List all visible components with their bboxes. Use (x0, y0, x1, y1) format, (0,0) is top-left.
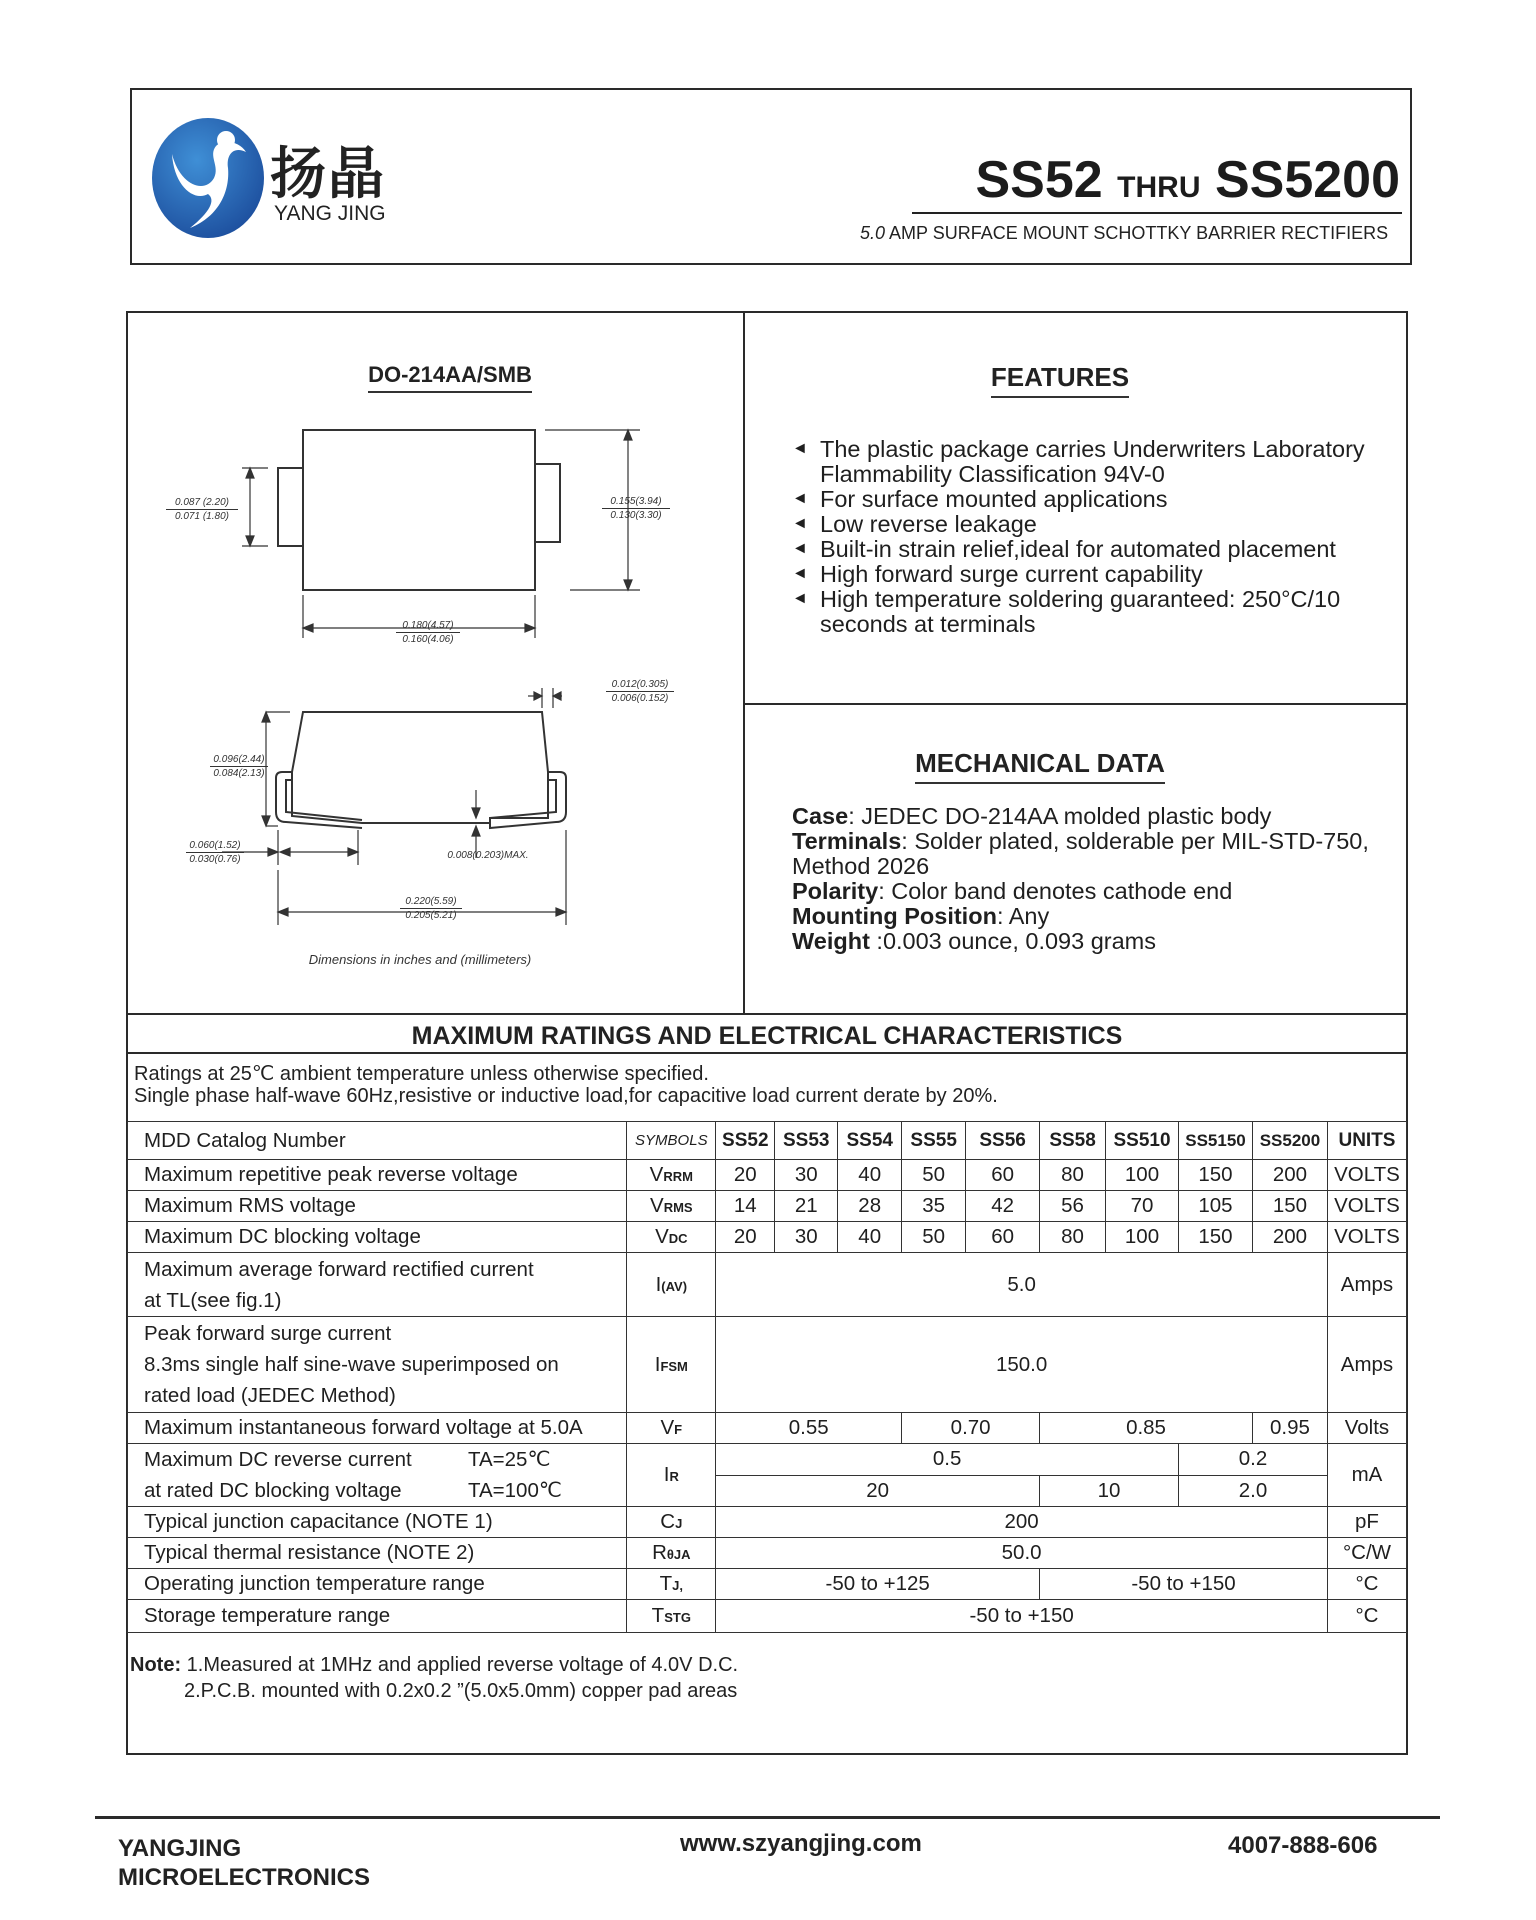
table-header-row (128, 1122, 1407, 1160)
dim-overall-width: 0.220(5.59) 0.205(5.21) (400, 895, 462, 922)
ratings-intro (134, 1063, 998, 1107)
dim-lead-thickness: 0.012(0.305) 0.006(0.152) (606, 678, 674, 705)
note-label: Note: (130, 1654, 182, 1676)
table-row: Maximum RMS voltage VRMS 14 21 28 35 42 56 70 105 150 VOLTS (128, 1191, 1407, 1222)
part-from: SS52 (975, 151, 1103, 209)
mechanical-title: MECHANICAL DATA (880, 748, 1200, 779)
subtitle-text: AMP SURFACE MOUNT SCHOTTKY BARRIER RECTIFIERS (885, 223, 1389, 243)
yangjing-logo-icon (150, 116, 268, 240)
vertical-divider (743, 311, 745, 1015)
part-header: SS52 (716, 1122, 775, 1160)
part-header: SS5200 (1252, 1122, 1327, 1160)
part-header: SS5150 (1179, 1122, 1253, 1160)
symbol-cell: TJ, (627, 1569, 716, 1600)
footer-phone: 4007-888-606 (1228, 1832, 1378, 1859)
symbol-cell: VRMS (627, 1191, 716, 1222)
table-row: Storage temperature range TSTG -50 to +150 °C (128, 1600, 1407, 1633)
dim-body-width: 0.180(4.57) 0.160(4.06) (396, 619, 460, 646)
page-title (920, 150, 1400, 210)
table-row: Maximum DC reverse current TA=25℃ at rated DC blocking voltage TA=100℃ IR 0.5 0.2 mA (128, 1444, 1407, 1476)
table-row: Maximum repetitive peak reverse voltage VRRM 20 30 40 50 60 80 100 150 200 VOLTS (128, 1160, 1407, 1191)
mechanical-data (792, 804, 1402, 954)
footer-website: www.szyangjing.com (680, 1830, 922, 1857)
feature-item: ◄ The plastic package carries Underwriters Laboratory Flammability Classification 94V-0 (792, 437, 1402, 487)
package-top-view (150, 410, 690, 650)
dim-lead-height: 0.087 (2.20) 0.071 (1.80) (166, 496, 238, 523)
symbol-cell: VDC (627, 1222, 716, 1253)
symbol-cell: VRRM (627, 1160, 716, 1191)
catalog-header: MDD Catalog Number (128, 1122, 627, 1160)
ratings-title-line (127, 1052, 1407, 1054)
part-header: SS55 (902, 1122, 966, 1160)
part-to: SS5200 (1214, 151, 1400, 209)
table-row: Maximum instantaneous forward voltage at 5.0A VF 0.55 0.70 0.85 0.95 Volts (128, 1413, 1407, 1444)
symbol-cell: VF (627, 1413, 716, 1444)
feature-item: ◄ For surface mounted applications (792, 487, 1402, 512)
dim-lead-length: 0.060(1.52) 0.030(0.76) (186, 839, 244, 866)
notes (130, 1652, 738, 1704)
part-header: SS54 (838, 1122, 902, 1160)
symbol-cell: CJ (627, 1507, 716, 1538)
feature-item: ◄ High forward surge current capability (792, 562, 1402, 587)
symbol-cell: TSTG (627, 1600, 716, 1633)
logo-chinese-text: 扬晶 (270, 142, 386, 207)
footer-company: YANGJING MICROELECTRONICS (118, 1835, 370, 1891)
intro-line-1: Ratings at 25℃ ambient temperature unless otherwise specified. (134, 1063, 709, 1085)
features-list (792, 437, 1402, 637)
subtitle (860, 223, 1389, 244)
table-row: Operating junction temperature range TJ, -50 to +125 -50 to +150 °C (128, 1569, 1407, 1600)
dim-package-height: 0.096(2.44) 0.084(2.13) (210, 753, 268, 780)
dimensions-note: Dimensions in inches and (millimeters) (308, 952, 532, 967)
table-row: Peak forward surge current 8.3ms single half sine-wave superimposed on rated load (JEDEC Method) IFSM 150.0 Amps (128, 1317, 1407, 1413)
logo-english-text: YANG JING (274, 202, 386, 225)
mech-polarity: Polarity: Color band denotes cathode end (792, 878, 1233, 904)
note-1: 1.Measured at 1MHz and applied reverse voltage of 4.0V D.C. (186, 1654, 739, 1676)
features-mech-divider (744, 703, 1407, 705)
subtitle-amps: 5.0 (860, 223, 886, 243)
table-row: Typical thermal resistance (NOTE 2) RθJA 50.0 °C/W (128, 1538, 1407, 1569)
feature-item: ◄ High temperature soldering guaranteed: 250°C/10 seconds at terminals (792, 587, 1402, 637)
symbols-header: SYMBOLS (627, 1122, 716, 1160)
part-header: SS510 (1106, 1122, 1179, 1160)
table-row: 20 10 2.0 (128, 1475, 1407, 1507)
part-header: SS53 (775, 1122, 838, 1160)
footer-rule (95, 1816, 1440, 1819)
dim-standoff: 0.008(0.203)MAX. (447, 850, 529, 861)
symbol-cell: RθJA (627, 1538, 716, 1569)
units-header: UNITS (1327, 1122, 1406, 1160)
note-2: 2.P.C.B. mounted with 0.2x0.2 ”(5.0x5.0mm) copper pad areas (184, 1680, 738, 1702)
mech-weight: Weight :0.003 ounce, 0.093 grams (792, 928, 1156, 954)
table-row: Maximum DC blocking voltage VDC 20 30 40 50 60 80 100 150 200 VOLTS (128, 1222, 1407, 1253)
ratings-title: MAXIMUM RATINGS AND ELECTRICAL CHARACTERISTICS (411, 1022, 1123, 1050)
table-row: Typical junction capacitance (NOTE 1) CJ 200 pF (128, 1507, 1407, 1538)
part-header: SS56 (966, 1122, 1040, 1160)
symbol-cell: IR (627, 1444, 716, 1507)
top-section-bottom-line (127, 1013, 1407, 1015)
ratings-table (127, 1121, 1407, 1633)
table-row: Maximum average forward rectified current at TL(see fig.1) I(AV) 5.0 Amps (128, 1253, 1407, 1317)
dim-body-height: 0.155(3.94) 0.130(3.30) (602, 495, 670, 522)
symbol-cell: I(AV) (627, 1253, 716, 1317)
mech-terminals: Terminals: Solder plated, solderable per MIL-STD-750, Method 2026 (792, 828, 1369, 879)
feature-item: ◄ Low reverse leakage (792, 512, 1402, 537)
mech-mounting: Mounting Position: Any (792, 903, 1050, 929)
mech-case: Case: JEDEC DO-214AA molded plastic body (792, 803, 1272, 829)
symbol-cell: IFSM (627, 1317, 716, 1413)
thru-text: THRU (1117, 171, 1201, 204)
intro-line-2: Single phase half-wave 60Hz,resistive or inductive load,for capacitive load current derate by 20%. (134, 1085, 998, 1107)
features-title: FEATURES (900, 362, 1220, 393)
feature-item: ◄ Built-in strain relief,ideal for automated placement (792, 537, 1402, 562)
package-title: DO-214AA/SMB (300, 362, 600, 388)
part-header: SS58 (1040, 1122, 1106, 1160)
title-underline (912, 212, 1402, 214)
